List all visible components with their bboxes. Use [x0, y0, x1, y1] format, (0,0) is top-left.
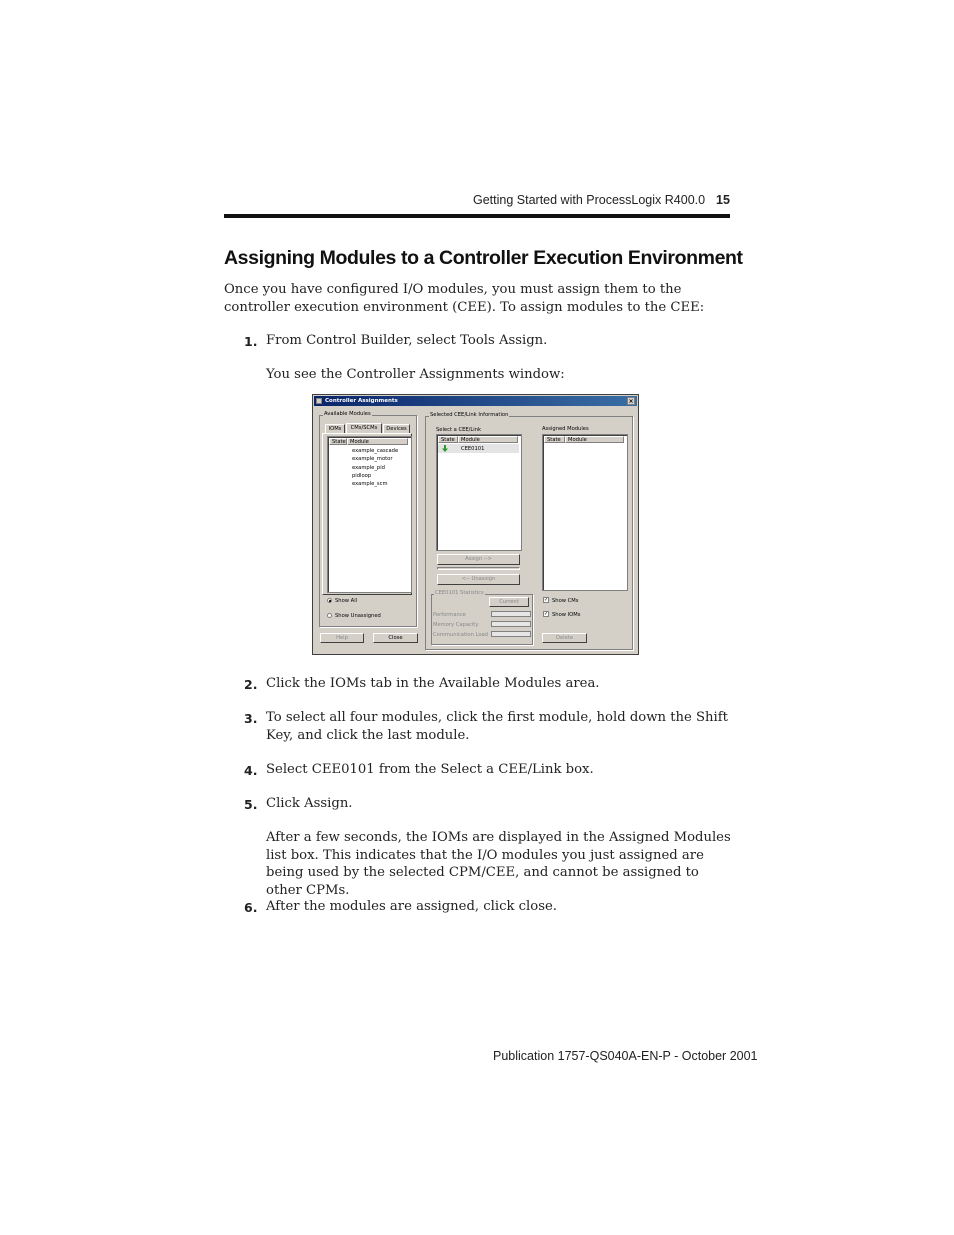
show-ioms-checkbox[interactable]: ✓	[544, 611, 549, 617]
step-number: 3.	[244, 711, 258, 726]
available-modules-list[interactable]	[327, 436, 412, 593]
step-text: To select all four modules, click the first module, hold down the Shift Key, and click the last module.	[266, 710, 728, 743]
section-title: Assigning Modules to a Controller Execution Environment	[224, 247, 743, 269]
step-number: 6.	[244, 900, 258, 915]
delete-button[interactable]: Delete	[542, 633, 587, 643]
performance-field	[491, 611, 531, 617]
tab-devices[interactable]: Devices	[383, 424, 410, 433]
selected-cee-label: Selected CEE/Link Information	[430, 412, 509, 418]
communication-load-label: Communication Load	[433, 632, 488, 638]
show-all-label: Show All	[335, 598, 358, 604]
assigned-modules-label: Assigned Modules	[542, 426, 589, 432]
show-all-radio[interactable]	[327, 598, 332, 603]
communication-load-field	[491, 631, 531, 637]
running-header-title: Getting Started with ProcessLogix R400.0	[473, 193, 706, 207]
show-cms-label: Show CMs	[552, 598, 579, 604]
memory-capacity-label: Memory Capacity	[433, 622, 479, 628]
unassign-button[interactable]: <-- Unassign	[437, 574, 520, 585]
column-header-state[interactable]: State	[438, 436, 458, 443]
show-unassigned-label: Show Unassigned	[335, 613, 381, 619]
cee-link-list[interactable]	[436, 434, 522, 551]
list-item[interactable]: example_motor	[352, 456, 393, 463]
page-number: 15	[716, 193, 730, 207]
assign-button[interactable]: Assign -->	[437, 554, 520, 565]
list-item[interactable]: pidloop	[352, 472, 372, 479]
step-text: Select CEE0101 from the Select a CEE/Link box.	[266, 762, 594, 777]
column-header-state[interactable]: State	[544, 436, 565, 443]
help-button[interactable]: Help	[320, 633, 364, 643]
step-text: After the modules are assigned, click close.	[266, 899, 557, 914]
list-item[interactable]: example_scm	[352, 481, 388, 488]
select-cee-label: Select a CEE/Link	[436, 427, 482, 433]
list-item[interactable]: example_pid	[352, 464, 385, 471]
cee-item-label: CEE0101	[461, 445, 485, 452]
column-header-module[interactable]: Module	[458, 436, 518, 443]
step-number: 4.	[244, 763, 258, 778]
arrow-down-icon	[442, 445, 448, 452]
column-header-module[interactable]: Module	[347, 438, 408, 445]
list-item[interactable]: example_cascade	[352, 448, 399, 454]
show-unassigned-radio[interactable]	[327, 613, 332, 618]
column-header-module[interactable]: Module	[565, 436, 624, 443]
publication-footer: Publication 1757-QS040A-EN-P - October 2001	[493, 1049, 758, 1063]
step-text: Click the IOMs tab in the Available Modules area.	[266, 676, 600, 691]
step-note: After a few seconds, the IOMs are displayed in the Assigned Modules list box. This indicates that the I/O modules you just assigned are being used by the selected CPM/CEE, and cannot be assigned to other CPMs.	[266, 830, 731, 898]
assigned-modules-list[interactable]	[542, 434, 628, 591]
window-title: Controller Assignments	[325, 398, 398, 404]
header-rule	[224, 214, 730, 218]
step-number: 1.	[244, 334, 258, 349]
assign-progress-bar	[437, 567, 520, 570]
step-note: You see the Controller Assignments window:	[266, 367, 565, 382]
available-modules-label: Available Modules	[324, 411, 371, 417]
column-header-state[interactable]: State	[329, 438, 347, 445]
controller-assignments-window	[312, 394, 639, 655]
show-cms-checkbox[interactable]: ✓	[544, 597, 549, 603]
step-number: 2.	[244, 677, 258, 692]
intro-paragraph: Once you have configured I/O modules, you must assign them to the controller execution environment (CEE). To assign modules to the CEE:	[224, 282, 705, 315]
performance-label: Performance	[433, 612, 466, 618]
tab-cms-scms[interactable]: CMs/SCMs	[346, 423, 382, 433]
window-titlebar	[314, 396, 637, 406]
current-button[interactable]: Current	[489, 597, 529, 607]
list-item[interactable]	[438, 444, 519, 453]
tab-ioms[interactable]: IOMs	[325, 424, 345, 433]
step-number: 5.	[244, 797, 258, 812]
show-ioms-label: Show IOMs	[552, 612, 581, 618]
cee-statistics-label: CEE0101 Statistics	[435, 590, 484, 596]
close-button[interactable]: Close	[373, 633, 418, 643]
step-text: From Control Builder, select Tools Assign.	[266, 333, 548, 348]
close-icon[interactable]: ×	[628, 398, 634, 405]
app-icon	[316, 398, 322, 404]
memory-capacity-field	[491, 621, 531, 627]
step-text: Click Assign.	[266, 796, 353, 811]
